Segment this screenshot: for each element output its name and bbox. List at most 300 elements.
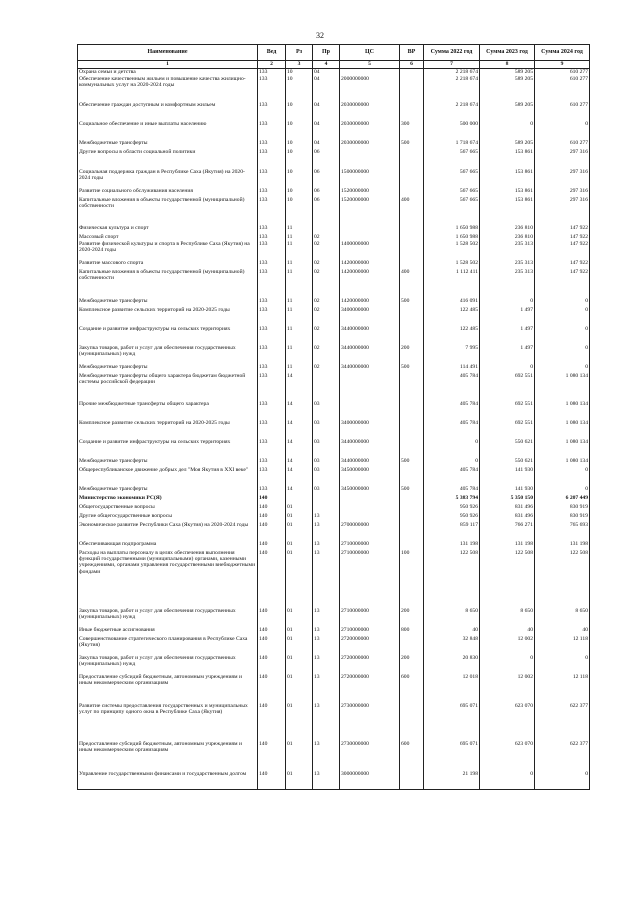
table-row <box>78 188 590 197</box>
table-row <box>78 149 590 169</box>
cell-pr: 02 <box>313 298 340 307</box>
cell-vr <box>400 703 424 741</box>
cell-pr: 03 <box>313 458 340 467</box>
page-number: 32 <box>316 31 324 40</box>
cell-sum-2022: 20 830 <box>424 655 480 674</box>
cell-cs: 2710000000 <box>340 627 400 636</box>
table-row <box>78 326 590 345</box>
cell-sum-2023: 766 271 <box>480 522 535 541</box>
cell-sum-2023: 122 508 <box>480 550 535 608</box>
cell-sum-2022: 500 000 <box>424 121 480 140</box>
cell-sum-2024: 610 277 <box>535 140 590 149</box>
header-sum-2022: Сумма 2022 год <box>424 45 480 61</box>
cell-vr: 600 <box>400 674 424 703</box>
cell-sum-2024: 1 080 134 <box>535 401 590 420</box>
cell-pr: 13 <box>313 674 340 703</box>
cell-sum-2023: 8 650 <box>480 608 535 627</box>
cell-ved: 140 <box>258 541 286 550</box>
cell-sum-2022: 114 491 <box>424 364 480 373</box>
column-number: 9 <box>535 61 590 69</box>
cell-rz: 11 <box>286 234 313 241</box>
cell-vr: 100 <box>400 550 424 608</box>
cell-pr: 02 <box>313 269 340 298</box>
cell-sum-2023: 550 621 <box>480 458 535 467</box>
cell-cs <box>340 373 400 401</box>
cell-rz: 11 <box>286 307 313 326</box>
cell-sum-2023: 831 496 <box>480 504 535 513</box>
cell-vr <box>400 541 424 550</box>
cell-name: Иные бюджетные ассигнования <box>78 627 258 636</box>
cell-ved: 140 <box>258 771 286 790</box>
column-number: 4 <box>313 61 340 69</box>
cell-ved: 133 <box>258 298 286 307</box>
cell-vr: 400 <box>400 197 424 225</box>
table-row <box>78 69 590 76</box>
cell-ved: 140 <box>258 636 286 655</box>
cell-rz: 14 <box>286 420 313 439</box>
cell-vr <box>400 373 424 401</box>
cell-name: Социальная поддержка граждан в Республике Саха (Якутия) на 2020-2024 годы <box>78 169 258 188</box>
cell-ved: 133 <box>258 102 286 121</box>
cell-sum-2024: 622 377 <box>535 741 590 771</box>
cell-ved: 140 <box>258 522 286 541</box>
cell-ved: 133 <box>258 364 286 373</box>
cell-sum-2024: 122 508 <box>535 550 590 608</box>
cell-vr <box>400 241 424 260</box>
cell-name: Комплексное развитие сельских территорий на 2020-2025 годы <box>78 420 258 439</box>
cell-cs <box>340 69 400 76</box>
cell-pr: 02 <box>313 307 340 326</box>
cell-vr <box>400 771 424 790</box>
cell-rz: 11 <box>286 364 313 373</box>
cell-cs: 1420000000 <box>340 260 400 269</box>
cell-sum-2022: 405 784 <box>424 373 480 401</box>
header-pr: Пр <box>313 45 340 61</box>
cell-pr: 02 <box>313 326 340 345</box>
table-row <box>78 298 590 307</box>
cell-name: Управление государственными финансами и государственным долгом <box>78 771 258 790</box>
cell-sum-2023: 236 810 <box>480 234 535 241</box>
cell-vr <box>400 169 424 188</box>
cell-vr <box>400 225 424 234</box>
cell-sum-2024: 765 693 <box>535 522 590 541</box>
cell-sum-2024: 0 <box>535 345 590 364</box>
cell-name: Межбюджетные трансферты общего характера бюджетам бюджетной системы российской федерации <box>78 373 258 401</box>
cell-name: Развитие массового спорта <box>78 260 258 269</box>
cell-ved: 133 <box>258 439 286 458</box>
table-row <box>78 102 590 121</box>
cell-sum-2022: 32 848 <box>424 636 480 655</box>
table-row <box>78 76 590 102</box>
header-sum-2024: Сумма 2024 год <box>535 45 590 61</box>
header-name: Наименование <box>78 45 258 61</box>
table-row <box>78 121 590 140</box>
cell-ved: 133 <box>258 169 286 188</box>
cell-sum-2023: 692 551 <box>480 420 535 439</box>
cell-sum-2022: 12 018 <box>424 674 480 703</box>
cell-rz: 14 <box>286 373 313 401</box>
cell-sum-2022: 2 218 674 <box>424 76 480 102</box>
cell-sum-2023: 0 <box>480 121 535 140</box>
cell-vr: 200 <box>400 608 424 627</box>
cell-cs: 1520000000 <box>340 197 400 225</box>
cell-sum-2022: 5 383 794 <box>424 495 480 504</box>
cell-vr <box>400 439 424 458</box>
table-row <box>78 307 590 326</box>
cell-sum-2022: 416 091 <box>424 298 480 307</box>
cell-sum-2023: 235 313 <box>480 269 535 298</box>
cell-rz: 11 <box>286 260 313 269</box>
cell-ved: 140 <box>258 495 286 504</box>
cell-sum-2024: 147 922 <box>535 269 590 298</box>
cell-sum-2024: 622 377 <box>535 703 590 741</box>
cell-rz: 10 <box>286 69 313 76</box>
cell-cs: 3400000000 <box>340 307 400 326</box>
cell-cs: 3000000000 <box>340 771 400 790</box>
cell-sum-2022: 567 665 <box>424 197 480 225</box>
cell-cs: 1520000000 <box>340 188 400 197</box>
cell-cs: 2700000000 <box>340 522 400 541</box>
table-row <box>78 655 590 674</box>
cell-rz: 01 <box>286 674 313 703</box>
cell-pr: 02 <box>313 241 340 260</box>
cell-sum-2023: 1 497 <box>480 326 535 345</box>
cell-sum-2023: 831 496 <box>480 513 535 522</box>
cell-sum-2024: 147 922 <box>535 241 590 260</box>
cell-cs: 2730000000 <box>340 703 400 741</box>
column-number: 8 <box>480 61 535 69</box>
cell-name: Экономическое развитие Республики Саха (Якутия) на 2020-2024 годы <box>78 522 258 541</box>
cell-pr <box>313 373 340 401</box>
column-number: 3 <box>286 61 313 69</box>
cell-pr: 02 <box>313 364 340 373</box>
cell-sum-2022: 0 <box>424 458 480 467</box>
cell-ved: 133 <box>258 420 286 439</box>
cell-pr: 06 <box>313 197 340 225</box>
table-row <box>78 467 590 486</box>
cell-ved: 140 <box>258 550 286 608</box>
cell-sum-2022: 859 117 <box>424 522 480 541</box>
cell-vr: 300 <box>400 121 424 140</box>
table-body <box>78 69 590 790</box>
cell-rz: 10 <box>286 140 313 149</box>
cell-sum-2023: 692 551 <box>480 401 535 420</box>
header-vr: ВР <box>400 45 424 61</box>
cell-sum-2022: 131 198 <box>424 541 480 550</box>
cell-ved: 133 <box>258 188 286 197</box>
cell-name: Общегосударственные вопросы <box>78 504 258 513</box>
cell-ved: 133 <box>258 140 286 149</box>
cell-sum-2023: 235 313 <box>480 241 535 260</box>
cell-ved: 133 <box>258 234 286 241</box>
cell-vr: 500 <box>400 364 424 373</box>
table-row <box>78 513 590 522</box>
cell-ved: 133 <box>258 76 286 102</box>
cell-pr: 04 <box>313 69 340 76</box>
cell-vr <box>400 69 424 76</box>
cell-sum-2022: 1 718 674 <box>424 140 480 149</box>
table-row <box>78 771 590 790</box>
cell-sum-2023: 235 313 <box>480 260 535 269</box>
cell-sum-2024: 0 <box>535 486 590 495</box>
cell-ved: 133 <box>258 401 286 420</box>
cell-sum-2024: 131 198 <box>535 541 590 550</box>
table-row <box>78 140 590 149</box>
cell-ved: 133 <box>258 260 286 269</box>
cell-ved: 133 <box>258 373 286 401</box>
cell-sum-2023: 0 <box>480 298 535 307</box>
cell-name: Обеспечивающая подпрограмма <box>78 541 258 550</box>
cell-name: Межбюджетные трансферты <box>78 486 258 495</box>
cell-ved: 133 <box>258 467 286 486</box>
cell-sum-2022: 950 926 <box>424 513 480 522</box>
cell-name: Капитальные вложения в объекты государственной (муниципальной) собственности <box>78 269 258 298</box>
table-row <box>78 269 590 298</box>
cell-pr: 13 <box>313 703 340 741</box>
cell-sum-2022: 1 528 502 <box>424 241 480 260</box>
table-row <box>78 674 590 703</box>
table-row <box>78 364 590 373</box>
cell-sum-2022: 8 650 <box>424 608 480 627</box>
cell-sum-2022: 122 485 <box>424 326 480 345</box>
cell-sum-2022: 405 784 <box>424 486 480 495</box>
cell-cs <box>340 225 400 234</box>
cell-rz: 01 <box>286 522 313 541</box>
cell-sum-2023: 623 070 <box>480 741 535 771</box>
cell-vr <box>400 260 424 269</box>
cell-sum-2023: 141 930 <box>480 467 535 486</box>
cell-cs <box>340 495 400 504</box>
column-number: 6 <box>400 61 424 69</box>
cell-cs: 1420000000 <box>340 298 400 307</box>
cell-name: Капитальные вложения в объекты государственной (муниципальной) собственности <box>78 197 258 225</box>
cell-ved: 133 <box>258 149 286 169</box>
cell-sum-2023: 40 <box>480 627 535 636</box>
cell-vr <box>400 522 424 541</box>
cell-sum-2022: 2 218 674 <box>424 69 480 76</box>
cell-sum-2024: 830 919 <box>535 513 590 522</box>
cell-sum-2024: 0 <box>535 298 590 307</box>
table-row <box>78 169 590 188</box>
cell-name: Комплексное развитие сельских территорий на 2020-2025 годы <box>78 307 258 326</box>
cell-sum-2023: 623 070 <box>480 703 535 741</box>
cell-sum-2022: 21 198 <box>424 771 480 790</box>
cell-ved: 133 <box>258 69 286 76</box>
cell-sum-2023: 1 497 <box>480 307 535 326</box>
cell-sum-2022: 567 665 <box>424 188 480 197</box>
cell-rz: 10 <box>286 121 313 140</box>
cell-sum-2023: 153 861 <box>480 169 535 188</box>
cell-sum-2024: 147 922 <box>535 225 590 234</box>
cell-sum-2024: 0 <box>535 121 590 140</box>
cell-sum-2024: 0 <box>535 655 590 674</box>
cell-cs <box>340 149 400 169</box>
cell-ved: 140 <box>258 674 286 703</box>
cell-sum-2022: 7 995 <box>424 345 480 364</box>
column-number: 1 <box>78 61 258 69</box>
cell-sum-2024: 830 919 <box>535 504 590 513</box>
table-row <box>78 495 590 504</box>
cell-vr <box>400 504 424 513</box>
cell-pr: 03 <box>313 467 340 486</box>
cell-sum-2024: 610 277 <box>535 76 590 102</box>
cell-sum-2023: 236 810 <box>480 225 535 234</box>
table-row <box>78 636 590 655</box>
cell-cs: 2730000000 <box>340 741 400 771</box>
table-row <box>78 504 590 513</box>
cell-sum-2024: 1 080 134 <box>535 420 590 439</box>
cell-name: Закупка товаров, работ и услуг для обеспечения государственных (муниципальных) нужд <box>78 655 258 674</box>
cell-cs: 1400000000 <box>340 241 400 260</box>
cell-name: Развитие системы предоставления государственных и муниципальных услуг по принципу одного окна в Республике Саха (Якутия) <box>78 703 258 741</box>
cell-sum-2023: 692 551 <box>480 373 535 401</box>
cell-name: Массовый спорт <box>78 234 258 241</box>
cell-cs: 2030000000 <box>340 140 400 149</box>
cell-rz: 14 <box>286 467 313 486</box>
column-number: 2 <box>258 61 286 69</box>
cell-sum-2023: 589 205 <box>480 140 535 149</box>
cell-rz: 11 <box>286 298 313 307</box>
cell-sum-2024: 147 922 <box>535 234 590 241</box>
cell-sum-2024: 1 080 134 <box>535 373 590 401</box>
cell-pr: 03 <box>313 486 340 495</box>
cell-cs <box>340 504 400 513</box>
cell-sum-2024: 40 <box>535 627 590 636</box>
cell-name: Физическая культура и спорт <box>78 225 258 234</box>
cell-cs <box>340 513 400 522</box>
cell-sum-2024: 297 316 <box>535 188 590 197</box>
cell-pr: 03 <box>313 420 340 439</box>
cell-name: Развитие физической культуры и спорта в Республике Саха (Якутия) на 2020-2024 годы <box>78 241 258 260</box>
cell-sum-2022: 405 784 <box>424 467 480 486</box>
cell-ved: 133 <box>258 458 286 467</box>
cell-sum-2024: 297 316 <box>535 197 590 225</box>
cell-ved: 133 <box>258 121 286 140</box>
cell-pr: 04 <box>313 76 340 102</box>
cell-name: Развитие социального обслуживания населения <box>78 188 258 197</box>
cell-cs: 1420000000 <box>340 269 400 298</box>
cell-rz: 10 <box>286 102 313 121</box>
cell-cs: 3440000000 <box>340 458 400 467</box>
cell-name: Другие общегосударственные вопросы <box>78 513 258 522</box>
cell-cs: 2720000000 <box>340 655 400 674</box>
cell-sum-2022: 1 112 411 <box>424 269 480 298</box>
cell-sum-2024: 610 277 <box>535 69 590 76</box>
cell-name: Общереспубликанское движение добрых дел "Моя Якутия в XXI веке" <box>78 467 258 486</box>
cell-pr: 13 <box>313 550 340 608</box>
cell-ved: 140 <box>258 741 286 771</box>
cell-cs: 2710000000 <box>340 541 400 550</box>
cell-cs: 3440000000 <box>340 364 400 373</box>
cell-pr <box>313 495 340 504</box>
column-number-row <box>78 61 590 69</box>
cell-ved: 133 <box>258 486 286 495</box>
cell-sum-2023: 0 <box>480 771 535 790</box>
cell-rz: 11 <box>286 225 313 234</box>
cell-vr: 500 <box>400 486 424 495</box>
cell-sum-2023: 1 497 <box>480 345 535 364</box>
cell-ved: 140 <box>258 655 286 674</box>
cell-ved: 133 <box>258 307 286 326</box>
cell-vr: 500 <box>400 140 424 149</box>
cell-sum-2022: 1 650 988 <box>424 234 480 241</box>
cell-rz: 11 <box>286 326 313 345</box>
cell-vr <box>400 234 424 241</box>
cell-pr: 06 <box>313 188 340 197</box>
cell-vr <box>400 307 424 326</box>
cell-sum-2024: 0 <box>535 326 590 345</box>
cell-sum-2023: 131 198 <box>480 541 535 550</box>
cell-cs: 1500000000 <box>340 169 400 188</box>
budget-table <box>77 44 590 790</box>
cell-name: Закупка товаров, работ и услуг для обеспечения государственных (муниципальных) нужд <box>78 608 258 627</box>
cell-sum-2022: 122 485 <box>424 307 480 326</box>
table-row <box>78 541 590 550</box>
cell-rz: 11 <box>286 241 313 260</box>
cell-sum-2022: 695 071 <box>424 703 480 741</box>
cell-sum-2024: 12 118 <box>535 674 590 703</box>
cell-sum-2024: 0 <box>535 364 590 373</box>
cell-rz: 11 <box>286 345 313 364</box>
cell-cs: 2000000000 <box>340 76 400 102</box>
cell-pr: 13 <box>313 741 340 771</box>
cell-vr <box>400 188 424 197</box>
table-row <box>78 401 590 420</box>
cell-rz: 01 <box>286 541 313 550</box>
cell-vr: 200 <box>400 655 424 674</box>
cell-sum-2022: 567 665 <box>424 149 480 169</box>
column-number: 7 <box>424 61 480 69</box>
cell-sum-2023: 550 621 <box>480 439 535 458</box>
cell-rz: 10 <box>286 188 313 197</box>
cell-vr: 800 <box>400 627 424 636</box>
cell-ved: 133 <box>258 197 286 225</box>
cell-sum-2022: 0 <box>424 439 480 458</box>
cell-sum-2023: 589 205 <box>480 102 535 121</box>
cell-rz: 01 <box>286 504 313 513</box>
cell-ved: 140 <box>258 504 286 513</box>
cell-rz: 10 <box>286 169 313 188</box>
cell-sum-2022: 405 784 <box>424 401 480 420</box>
cell-pr: 03 <box>313 439 340 458</box>
cell-ved: 133 <box>258 345 286 364</box>
cell-sum-2023: 153 861 <box>480 149 535 169</box>
cell-ved: 133 <box>258 269 286 298</box>
cell-cs: 3400000000 <box>340 420 400 439</box>
cell-sum-2022: 122 508 <box>424 550 480 608</box>
cell-sum-2022: 1 650 988 <box>424 225 480 234</box>
cell-sum-2024: 12 118 <box>535 636 590 655</box>
cell-rz: 11 <box>286 269 313 298</box>
cell-ved: 140 <box>258 513 286 522</box>
cell-cs: 3440000000 <box>340 345 400 364</box>
cell-name: Закупка товаров, работ и услуг для обеспечения государственных (муниципальных) нужд <box>78 345 258 364</box>
cell-vr <box>400 495 424 504</box>
table-row <box>78 439 590 458</box>
cell-name: Межбюджетные трансферты <box>78 140 258 149</box>
cell-pr: 04 <box>313 121 340 140</box>
cell-sum-2022: 405 784 <box>424 420 480 439</box>
cell-sum-2022: 567 665 <box>424 169 480 188</box>
cell-vr <box>400 102 424 121</box>
cell-name: Министерство экономики РС(Я) <box>78 495 258 504</box>
cell-name: Охрана семьи и детства <box>78 69 258 76</box>
header-row <box>78 45 590 61</box>
cell-rz: 01 <box>286 550 313 608</box>
cell-vr <box>400 149 424 169</box>
header-cs: ЦС <box>340 45 400 61</box>
cell-pr: 13 <box>313 655 340 674</box>
